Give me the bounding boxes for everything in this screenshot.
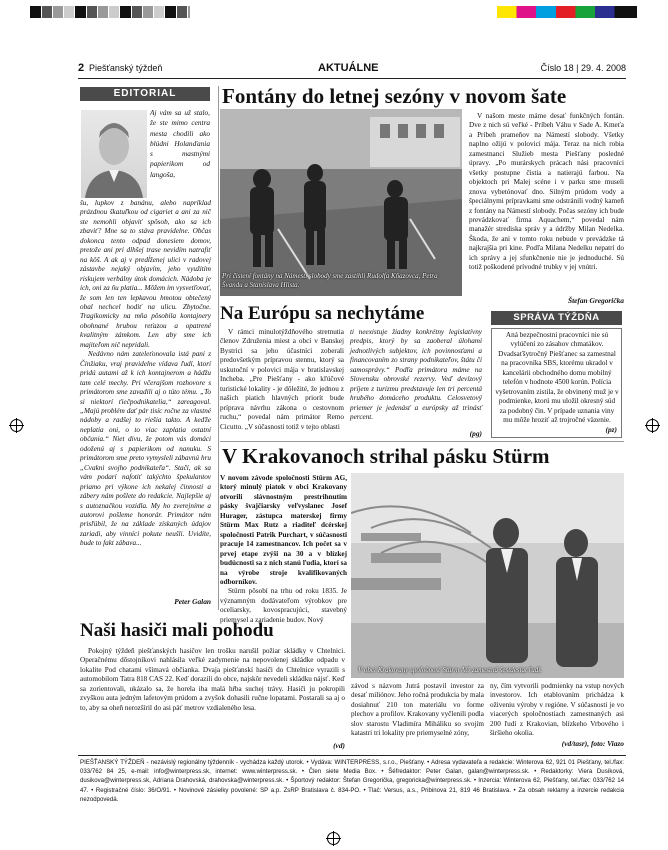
sturm-headline: V Krakovanoch strihal pásku Stürm (222, 444, 550, 468)
sturm-photo (351, 473, 624, 678)
fountain-paragraph: V našom meste máme desať funkčných fontán. Dve z nich sú veľké - Príbeh Váhu v Sade A. Kmeťa a Príbeh prameňov na Námestí slobody. Všetky naplno ožijú v polovici mája. Teraz na nich robia zamestnanci Služieb mesta Piešťany posledné úpravy. „Po murárskych prácach nási pracovníci všetky postupne čistia a natierajú farbou. Na objektoch pri Malej scéne i v parku sme museli znova vybetónovať dno. Silným prúdom vody a špeciálnymi prípravkami sme odstránili vodný kameň z fontány na Námestí slobody. Počas sezóny ich bude prevádzkovať firma Aquachem,“ povedal nám manažér strediska správ y a údržby Milan Nedelka. Škoda, že ani v tomto roku nebude v prevádzke tá najkrajšia pri kine. Podľa Milana Nedelku nepatrí do ich správy a jej sfunkčnenie nie je jednoduché. Sú totiž poškodené prívodné trubky v jej vnútri. (469, 112, 624, 272)
page-header (78, 62, 626, 76)
editorial-divider (218, 86, 219, 610)
sturm-col-2: ny, čím vytvorili podmienky na vstup nových investorov. Ich etablovaním prichádza k oživeniu výroby v regióne. V súčasnosti je vo viacerých spoločnostiach zamestnaných asi 200 ľudí z Krakovian, blízkeho Vrbového i širšieho okolia. (490, 682, 624, 738)
editorial-lead: Aj vám sa už stalo, že ste mimo centra mesta chodili ako blúdni Holanďania s mastnými papierikom od langoša, (150, 108, 210, 179)
sturm-signature: (vd/tasr), foto: Viazo (561, 739, 624, 748)
firefighters-headline: Naši hasiči mali pohodu (80, 620, 274, 641)
editorial-heading: EDITORIAL (80, 87, 210, 101)
issue-info: Číslo 18 | 29. 4. 2008 (540, 63, 626, 73)
news-heading: SPRÁVA TÝŽDŇA (491, 311, 622, 325)
news-signature: (pz) (605, 425, 617, 434)
editorial-paragraph-2: Nedávno nám zateleťonovala istá pani z Čínžiaku, vraj pravidelne vídava ľudí, ktorí pridú autami až k ich kontajnerom a hádžu tam celé mechy. Pri včerajšom rozhovore s primátorom sme zavadili aj o túto tému. „To si niektorí ťiečpodnikatelia,“ zareagoval. „Majú problém dať pár tisíc ročne za vlastné nádoby a radšej to riešia takto. A keďže neplatia oni, o to viac zaplatia ostatní občania.“ Niet divu, že potom vás domáci odoženú aj s papierikom od nanuku. S primátorom sme preto vymysleli zábavnú hru „Cvakni svojho podnikateľa“. Stačí, ak sa vám podarí nafotiť takýchto špekulantov priamo pri výkone ich nekalej činnosti a zábery nám pošlete do redakcie. Najlepšie aj s autoznačkou vozidla. My ho zverejníme a autorovi pošleme honorár. Primátor nám prisľúbil, že na základe získaných údajov zariadi, aby vinníci pokute neušli. Uvidíte, bude to fakt zábava... (80, 350, 211, 548)
fountain-headline: Fontány do letnej sezóny v novom šate (222, 84, 567, 108)
sturm-col-1: závod s názvom Jutrá postavil investor za desať miliónov. Jeho ročná produkcia by mala dosiahnuť 210 ton materiálu vo forme plechov a profilov. Krakovany vyčlenili podla slov starostu Vladimíra Miháliku so svojím katastri tri lokality pre priemyselné zóny, (351, 682, 484, 738)
sturm-lead (220, 474, 347, 625)
editor-photo (81, 110, 147, 198)
page-number: 2 (78, 62, 85, 74)
sturm-caption: V obci Krakovany spoločnosť Stürm AG zamestná šestdesiat ľudí. (358, 666, 542, 674)
mid-rule (220, 441, 624, 442)
editorial-paragraph-1: šu, lupkov z banánu, alebo napríklad prázdnou škatuľkou od cigariet a ani za nič ste nemohli objaviť spôsob, ako sa ich zbaviť? Mne sa to stáva pravidelne. Občas dokonca tento odpad donesiem domov, pretože ani pri dlhšej trase nevidím natrafiť na kôš. A ak aj v predĺženej ulici v radovej zástavbe nejaký objavím, jeho využitím riskujem verbálny útok domácich. Nádoba je ich, oni za ňu platia... Môžem im vysvetľovať, že som len ten lepkavou hmotou obtečený obal nechcel hodiť na ulicu. Zbytočne. Tragikomicky na mňa pôsobila kontajnery obohnané hrubou reťazou a opatrené kvalitným zámkom. Len aby sme ich majiteľom nič nepridali. (80, 199, 211, 349)
editorial-signature: Peter Galan (174, 597, 211, 606)
sturm-lead-normal: Stürm pôsobí na trhu od roku 1835. Je významným dodávateľom výrobkov pre oceliarsky, kovospracujúci, stavebný priemysel a zariadenie budov. Nový (220, 587, 347, 624)
fountain-text (469, 112, 624, 273)
header-rule (78, 78, 626, 79)
europe-col-1: V rámci minulotýždňového stretnutia členov Združenia miest a obcí v Banskej Bystrici sa jeho účastníci zoberali predovšetkým prípravou stennu, ktorý sa uskutoční v polovici mája v bratislavskej Incheba. „Pre Piešťany - ako kľúčové turistické lokality - je dôležité, že jednou z našich piatich hlavných priorít bude príprava návrhu zákona o cestovnom ruchu,“ povedal nám primátor Remo Cicutto. „V súčasnosti totiž v tejto oblasti (220, 328, 344, 431)
registration-gray-bars (30, 6, 190, 18)
section-title: AKTUÁLNE (318, 62, 379, 74)
sturm-lead-bold: V novom závode spoločnosti Stürm AG, ktorý minulý piatok v obci Krakovany otvorili slávnostným prestrihnutím pásky švajčiarsky veľvyslanec Josef Hurager, zástupca materskej firmy Stürm Max Rutz a riaditeľ dcérskej spoločnosti Patrik Purchart, v súčasnosti pracuje 14 zamestnancov. Ich počet sa v prvej etape zvýši na 30 a v blízkej budúcnosti sa z nich stanú ľudia, ktorí sa na výrobe stroje kvalifikovaných odborníkov. (220, 474, 347, 586)
europe-signature: (pg) (469, 429, 482, 438)
firefighters-signature: (vd) (333, 741, 345, 750)
paper-name: Piešťanský týždeň (89, 63, 163, 73)
registration-mark-bottom (327, 832, 340, 845)
firefighters-text: Pokojný týždeň piešťanských hasičov len trošku narušil požiar skládky v Chtelnici. Operačnému dôstojníkovi nahlásila veľké zadymenie na nepovolenej skládke odpadu v lokalite Pod chatami všímavá občianka. Dvaja piešťanskí hasiči do Chtelnice vyrazili s automobilom Tatra 818 CAS 22. Keď dorazili do obce, najskôr nevedeli skládku nájsť. Keď sa zorientovali, ukázalo sa, že horela iba malá hŕba suchej trávy. Hasiči ju pokropili zvyškou auta jedným lafetovým prúdom a zvyšok dohasili ručne lopatami. Postarali sa aj o to, aby sa oheň nerozšíril do asi päť metrov vzdialeného lesa. (80, 647, 345, 712)
europe-col-2: ti neexistuje žiadny konkrétny legislatívny predpis, ktorý by sa zaoberal úlohami jednotlivých subjektov, ich povinnosťami a financovaním zo strany podnikateľov, štátu či samosprávy.“ Podľa primátora máme na Slovensku obrovské rezervy. Veď devízový príjem z turizmu predstavuje len tri percentá hrubého domáceho produktu. Celosvetový priemer je jedenásť a európsky až trinásť percent. (350, 328, 482, 422)
europe-headline: Na Európu sa nechytáme (220, 303, 425, 324)
footer-rule (78, 755, 626, 756)
registration-color-bars (497, 6, 637, 18)
fountain-signature: Štefan Gregorička (567, 296, 624, 305)
footer-impressum: PIEŠŤANSKÝ TÝŽDEŇ - nezávislý regionálny týždenník - vychádza každý utorok. • Vydáva: WINTERPRESS, s.r.o., Piešťany. • Adresa vydavateľa a redakcie: Winterova 62, 921 01 Piešťany, tel./fax: 033/762 84 25, e-mail: info@winterpress.sk, internet: www.winterpress.sk. • Člen siete Media Box. • Šéfredaktor: Peter Galan, galan@winterpress.sk. • Redaktorky: Viera Dusíková, dusikova@winterpress.sk, Adriana Drahovská, drahovska@winterpress.sk. • Športový redaktor: Štefan Gregorička, gregoricka@winterpress.sk. • Inzercia: Winterova 62, Piešťany, tel./fax: 033/762 14 47. • Registračné číslo: 36/O/91. • Novinové zásielky povolené: SP a.p. ZsRP Bratislava č. 834-PO. • Tlač: Versus, a.s., Pribinova 21, 819 46 Bratislava. • Za obsah reklamy a inzercie redakcia nezodpovedá. (80, 759, 624, 803)
editorial-body (80, 199, 211, 549)
news-text: Aná bezpečnostní pracovníci nie sú vylúčení zo zásahov chmatákov. Dvadsaťšytročný Piešťanec sa zamestnal na pracovníka SBS, ktorému ukradol v kancelárii obchodného domu mobilný telefón v hodnote 4500 korún. Polícia vyšetrovaním zistila, že obvinený muž je v podmienke, ktorú mu uložil okresný súd za podobný čin. V prípade uznania viny mu môže hroziť až trojročné väzenie. (495, 331, 619, 425)
registration-mark-left (10, 419, 23, 432)
fountain-photo (220, 109, 462, 296)
registration-mark-right (646, 419, 659, 432)
fountain-caption: Pri čistení fontány na Námestí slobody sme zastihli Rudolfa Kňazovca, Petra Švandu a Stanislava Hlista. (222, 272, 438, 289)
